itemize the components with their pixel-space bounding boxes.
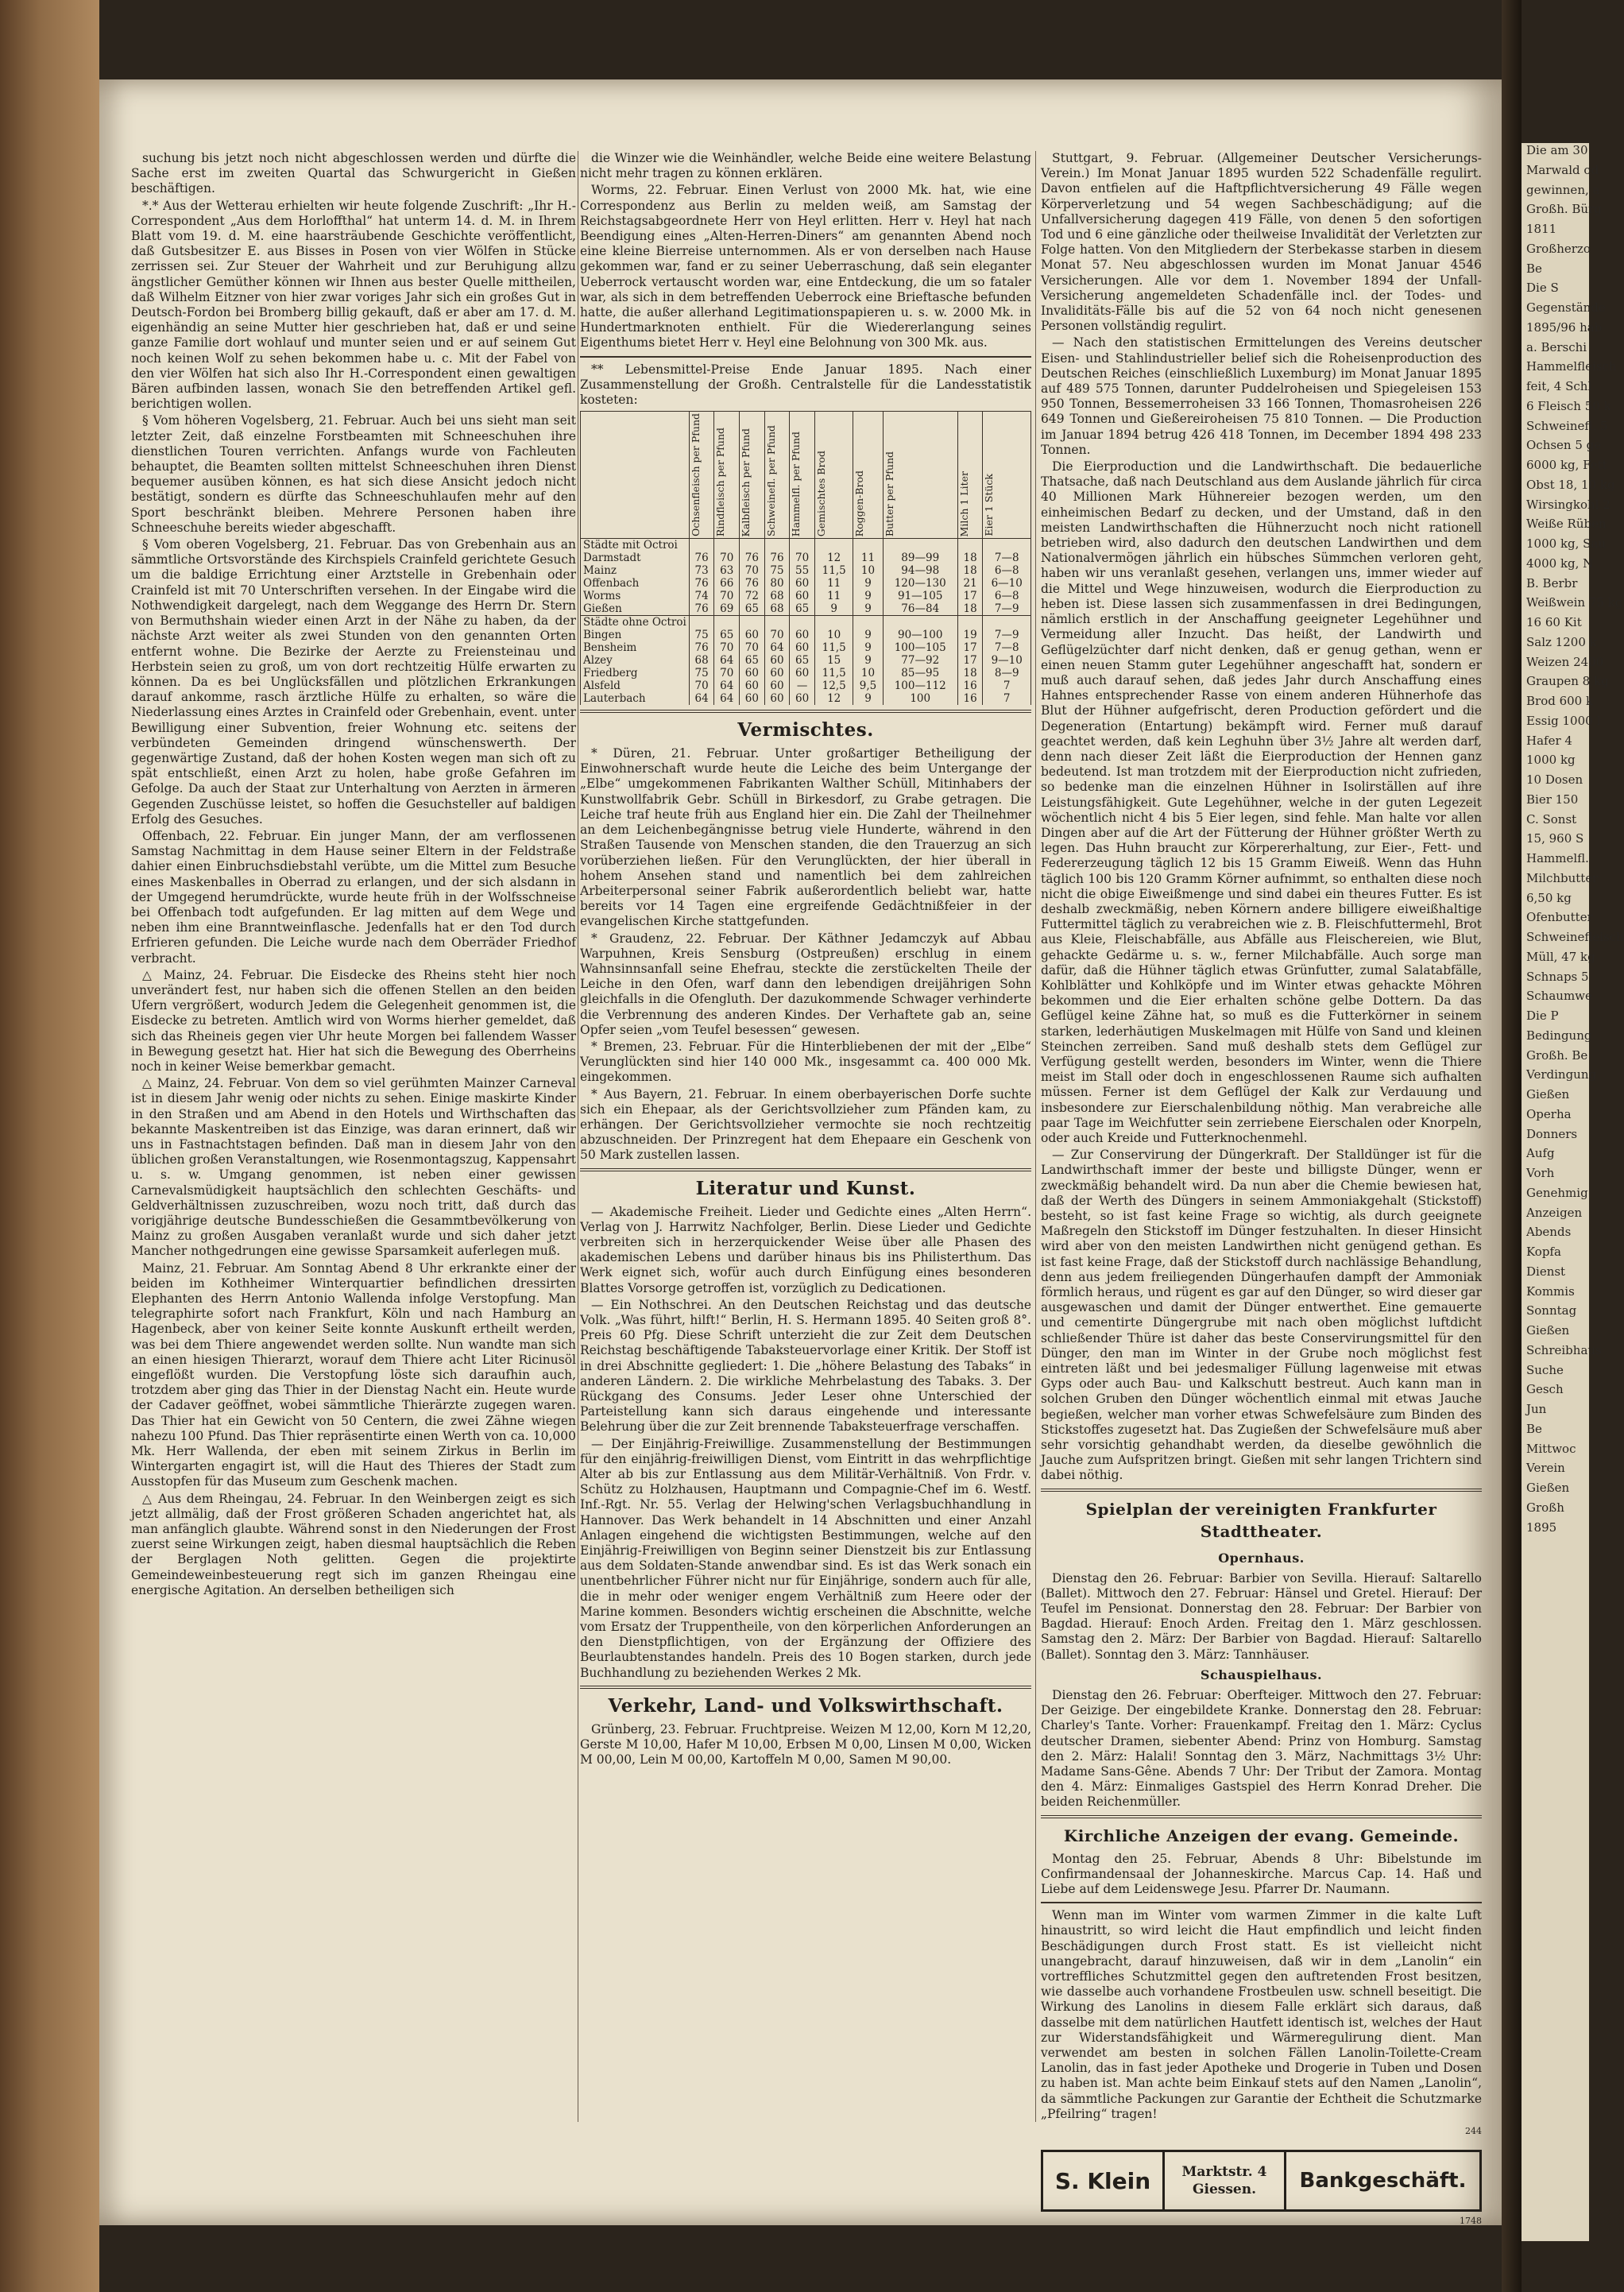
- table-cell: [689, 616, 714, 629]
- article-paragraph: *.* Aus der Wetterau erhielten wir heute folgende Zuschrift: „Ihr H.-Correspondent „Aus dem Horloffthal“ hat unterm 14. d. M. in Ihrem Blatt vom 19. d. M. eine haarsträubende Geschichte veröffentlicht, daß Gutsbesitzer E. aus Bisses in Posen von vier Wölfen in Stücke zerrissen sei. Zur Steuer der Wahrheit und zur Beruhigung allzu ängstlicher Gemüther können wir Ihnen aus bester Quelle mittheilen, daß Wilhelm Eitzner von hier zwar voriges Jahr sich ein großes Gut in Deutsch-Fordon bei Bromberg billig gekauft, daß er aber am 17. d. M. eigenhändig an seine Mutter hier geschrieben hat, daß er und seine ganze Familie dort wohlauf und munter seien und er auf seinem Gut noch keinen Wolf zu sehen bekommen habe u. c. Mit der Fabel von den vier Wölfen hat sich also Ihr H.-Correspondent einen gewaltigen Bären aufbinden lassen, wonach Sie den betreffenden Artikel gefl. berichtigen wollen.: [131, 198, 576, 412]
- article-paragraph: * Aus Bayern, 21. Februar. In einem oberbayerischen Dorfe suchte sich ein Ehepaar, als der Gerichtsvollzieher zum Pfänden kam, zu erhängen. Der Gerichtsvollzieher vermochte sie noch rechtzeitig abzuschneiden. Der Prinzregent hat dem Ehepaare ein Geschenk von 50 Mark zustellen lassen.: [580, 1086, 1031, 1163]
- adjacent-page-text: Essig 1000 l: [1526, 713, 1601, 728]
- ad-city: Giessen.: [1192, 2182, 1257, 2198]
- advertisement-s-klein: [1041, 2150, 1482, 2212]
- table-row: [581, 641, 1031, 654]
- adjacent-page-text: Schnaps 5: [1526, 969, 1589, 984]
- adjacent-page-text: Be: [1526, 261, 1542, 276]
- table-cell: 11: [853, 552, 883, 564]
- adjacent-page-text: Verein: [1526, 1461, 1565, 1476]
- table-cell: 9,5: [853, 679, 883, 692]
- table-cell: [790, 616, 815, 629]
- adjacent-page-text: Hammelfleisch: [1526, 359, 1617, 374]
- table-header-city: [581, 412, 690, 539]
- table-row: [581, 679, 1031, 692]
- table-cell: 120—130: [883, 577, 957, 590]
- adjacent-page-text: Kopfa: [1526, 1245, 1561, 1259]
- adjacent-page-text: Marwald od: [1526, 162, 1599, 177]
- adjacent-page-text: Donners: [1526, 1126, 1578, 1141]
- table-cell: 91—105: [883, 590, 957, 602]
- article-paragraph: — Nach den statistischen Ermittelungen des Vereins deutscher Eisen- und Stahlindustrieller belief sich die Roheisenproduction des Deutschen Reiches (einschließlich Luxemburg) im Monat Januar 1895 auf 489 575 Tonnen, darunter Puddelroheisen und Spiegeleisen 153 950 Tonnen, Bessemerroheisen 33 166 Tonnen, Thomasroheisen 226 649 Tonnen und Gießereiroheisen 75 810 Tonnen. — Die Production im Januar 1894 betrug 426 418 Tonnen, im December 1894 498 233 Tonnen.: [1041, 335, 1482, 457]
- table-header: Eier 1 Stück: [983, 412, 1031, 539]
- table-cell: 8—9: [983, 667, 1031, 679]
- article-paragraph: * Bremen, 23. Februar. Für die Hinterbliebenen der mit der „Elbe“ Verunglückten sind hier 140 000 Mk., insgesammt ca. 400 000 Mk. eingekommen.: [580, 1039, 1031, 1085]
- table-cell: 7—9: [983, 629, 1031, 641]
- adjacent-page-text: 1811: [1526, 222, 1557, 236]
- table-cell: 74: [689, 590, 714, 602]
- table-section-row: [581, 539, 1031, 552]
- adjacent-page-text: gewinnen, a: [1526, 182, 1600, 197]
- table-cell: [764, 539, 790, 552]
- table-cell: 70: [740, 564, 765, 577]
- table-cell: 12,5: [814, 679, 853, 692]
- table-cell: 76—84: [883, 602, 957, 616]
- adjacent-page-text: 6 Fleisch 50 k: [1526, 398, 1611, 413]
- table-cell: 6—8: [983, 590, 1031, 602]
- table-cell: 64: [714, 654, 740, 667]
- article-paragraph: Die Eierproduction und die Landwirthschaft. Die bedauerliche Thatsache, daß nach Deutschland aus dem Auslande jährlich für circa 40 Millionen Mark Hühnereier bezogen werden, um den einheimischen Bedarf zu decken, und der Umstand, daß in den meisten Landwirthschaften die Hühnerzucht noch nicht rationell betrieben wird, also dadurch den deutschen Landwirthen und dem Nationalvermögen jährlich ein hübsches Sümmchen verloren geht, haben wir uns veranlaßt gesehen, verlangen uns, immer wieder auf die Mittel und Wege hinzuweisen, wodurch die Eierproduction zu heben ist. Diese lassen sich zusammenfassen in drei Bedingungen, nämlich erstlich in der Anschaffung geeigneter Legehühner und Vermeidung aller Inzucht. Das heißt, der Landwirth und Geflügelzüchter darf nicht denken, daß er genug gethan, wenn er einen neuen Stamm guter Legehühner angeschafft hat, sondern er muß auch darauf sehen, daß jedes Jahr durch Anschaffung eines Hahnes entsprechender Rasse von einem anderen Hühnerhofe das Blut der Hühner aufgefrischt, deren Production gefördert und die Degeneration (Entartung) bekämpft wird. Ferner muß darauf geachtet werden, daß kein Leghuhn über 3½ Jahre alt werden darf, denn nach dieser Zeit läßt die Eierproduction der Hennen ganz bedeutend. Ist man trotzdem mit der Eierproduction nicht zufrieden, so bedenke man die einzelnen Hühner in Isolirställen auf ihre Leistungsfähigkeit. Gute Legehühner, welche in der guten Legezeit wöchentlich nicht 4 bis 5 Eier legen, sind fehle. Man halte vor allen Dingen aber auf die Art der Fütterung der Hühner größter Werth zu legen. Das Huhn braucht zur Körpererhaltung, zur Eier-, Fett- und Federerzeugung täglich 12 bis 15 Gramm Eiweiß. Wenn das Huhn täglich 100 bis 120 Gramm Körner aufnimmt, so enthalten diese noch nicht die obige Eiweißmenge und sind dabei ein theures Futter. Es ist deshalb zweckmäßig, neben Körnern andere billigere eiweißhaltige Futtermittel täglich zu verabreichen wie z. B. Fleischfuttermehl, Brot aus Kleie, Fleischabfälle, aus Abfälle aus Fleischereien, wie Blut, gehackte Gedärme u. s. w., ferner Milchabfälle. Auch sorge man dafür, daß die Hühner täglich etwas Grünfutter, zumal Salatabfälle, Kohlblätter und Kohlköpfe und im Winter etwas gehackte Möhren bekommen und die Eier erhalten schöne gelbe Dottern. Da das Geflügel keine Zähne hat, so muß es die Futterkörner in seinem starken, lederhäutigen Muskelmagen mit Hülfe von Sand und kleinen Steinchen zerreiben. Sand muß deshalb stets dem Geflügel zur Verfügung gestellt werden, besonders im Winter, wenn die Thiere meist im Stall oder doch in engeschlossenen Raume sich aufhalten müssen. Ferner ist dem Geflügel der Kalk zur Verdauung und insbesondere zur Eierschalenbildung nöthig. Man verabreiche alle paar Tage im Weichfutter sein zerriebene Eierschalen oder Knorpeln, oder auch Kreide und Futterknochenmehl.: [1041, 459, 1482, 1145]
- table-header: Hammelfl. per Pfund: [790, 412, 815, 539]
- table-cell: 7—8: [983, 641, 1031, 654]
- table-cell: 7—9: [983, 602, 1031, 616]
- adjacent-page-text: Gießen: [1526, 1323, 1570, 1338]
- table-cell: 76: [689, 602, 714, 616]
- table-cell: 60: [764, 667, 790, 679]
- table-cell: 19: [957, 629, 983, 641]
- table-cell: 76: [689, 641, 714, 654]
- adjacent-page-text: Graupen 8 kg: [1526, 674, 1609, 689]
- adjacent-page-text: Aufg: [1526, 1146, 1555, 1161]
- table-cell: 76: [740, 577, 765, 590]
- adjacent-page-text: Schaumwe: [1526, 989, 1592, 1004]
- table-cell: 75: [689, 667, 714, 679]
- table-cell: [814, 539, 853, 552]
- article-paragraph: Dienstag den 26. Februar: Barbier von Sevilla. Hierauf: Saltarello (Ballet). Mittwoch den 27. Februar: Hänsel und Gretel. Hierauf: Der Teufel im Pensionat. Donnerstag den 28. Februar: Der Barbier von Bagdad. Hierauf: Enoch Arden. Freitag den 1. März geschlossen. Samstag den 2. März: Der Barbier von Bagdad. Hierauf: Saltarello (Ballet). Sonntag den 3. März: Tannhäuser.: [1041, 1570, 1482, 1662]
- article-paragraph: — Akademische Freiheit. Lieder und Gedichte eines „Alten Herrn“. Verlag von J. Harrwitz Nachfolger, Berlin. Diese Lieder und Gedichte verbreiten sich in herzerquickender Weise über alle Phasen des akademischen Lebens und darüber hinaus bis ins Philisterthum. Das Werk eignet sich, wofür auch durch Einfügung eines besonderen Blattes Vorsorge getroffen ist, vorzüglich zu Dedicationen.: [580, 1204, 1031, 1295]
- table-cell: 68: [764, 602, 790, 616]
- table-cell: 66: [714, 577, 740, 590]
- table-cell: 70: [689, 679, 714, 692]
- table-cell: 17: [957, 654, 983, 667]
- adjacent-page-text: Ochsen 5 ge: [1526, 438, 1602, 453]
- table-cell: 16: [957, 692, 983, 705]
- table-cell: 64: [714, 679, 740, 692]
- article-paragraph: △ Aus dem Rheingau, 24. Februar. In den Weinbergen zeigt es sich jetzt allmälig, daß der Frost größeren Schaden angerichtet hat, als man anfänglich glaubte. Während sonst in den Niederungen der Frost zuerst seine Wirkungen zeigt, haben diesmal hauptsächlich die Reben der Berglagen Noth gelitten. Gegen die projektirte Gemeindeweinbesteuerung regt sich im ganzen Rheingau eine energische Agitation. An derselben betheiligen sich: [131, 1491, 576, 1597]
- adjacent-page-text: 10 Dosen: [1526, 772, 1583, 787]
- table-cell: 60: [740, 679, 765, 692]
- adjacent-page-text: Mittwoc: [1526, 1441, 1576, 1456]
- table-cell-city: Offenbach: [581, 577, 690, 590]
- section-heading-verkehr: Verkehr, Land- und Volkswirthschaft.: [608, 1694, 1003, 1717]
- table-cell: 60: [764, 654, 790, 667]
- section-rule: [1041, 1902, 1482, 1903]
- table-cell: [714, 539, 740, 552]
- table-cell: 60: [790, 692, 815, 705]
- table-cell: 60: [790, 590, 815, 602]
- table-cell: [957, 616, 983, 629]
- table-header: Ochsenfleisch per Pfund: [689, 412, 714, 539]
- table-section-label: Städte mit Octroi: [581, 539, 690, 552]
- table-cell: [740, 616, 765, 629]
- section-rule: [580, 1686, 1031, 1689]
- table-cell: 10: [853, 667, 883, 679]
- adjacent-page-text: Jun: [1526, 1402, 1547, 1416]
- adjacent-page-text: Dienst: [1526, 1264, 1566, 1279]
- table-cell: 94—98: [883, 564, 957, 577]
- article-paragraph: § Vom höheren Vogelsberg, 21. Februar. Auch bei uns sieht man seit letzter Zeit, daß einzelne Forstbeamten mit Schneeschuhen ihre dienstlichen Touren verrichten. Anfangs wurde von Fachleuten behauptet, die Beamten sollten mittelst Schneeschuhen ihren Dienst bequemer ausüben können, es hat sich diese Ansicht jedoch nicht bestätigt, sondern es dürfte das Schneeschuhlaufen mehr auf den Sport beschränkt bleiben. Mehrere Personen haben ihre Schneeschuhe bereits wieder abgeschafft.: [131, 413, 576, 535]
- adjacent-page-text: Hammelfl.: [1526, 851, 1589, 865]
- adjacent-page-text: Gegenstände: [1526, 300, 1606, 315]
- table-cell: 60: [764, 692, 790, 705]
- table-cell-city: Bingen: [581, 629, 690, 641]
- table-cell: 70: [714, 552, 740, 564]
- table-cell: 89—99: [883, 552, 957, 564]
- adjacent-page-text: Ofenbutter: [1526, 910, 1593, 925]
- table-section-row: [581, 616, 1031, 629]
- section-rule: [580, 356, 1031, 358]
- table-cell: 65: [740, 654, 765, 667]
- article-paragraph: § Vom oberen Vogelsberg, 21. Februar. Das von Grebenhain aus an sämmtliche Ortsvorstände des Kirchspiels Crainfeld gerichtete Gesuch um die baldige Errichtung einer Arztstelle in Grebenhain oder Crainfeld ist mit 70 Unterschriften versehen. In der Eingabe wird die Nothwendigkeit dargelegt, nach dem Weggange des Herrn Dr. Stern von Bermuthshain wieder einen Arzt in der Nähe zu haben, da der nächste Arzt weiter als zwei Stunden von den genannten Orten entfernt wohne. Die Bezirke der Aerzte zu Freiensteinau und Herbstein seien zu groß, um von dort rechtzeitig Hülfe erwarten zu können. Da es bei Unglücksfällen und plötzlichen Erkrankungen darauf ankomme, rasch ärztliche Hülfe zu erhalten, so wäre die Niederlassung eines Arztes in Crainfeld oder Grebenhain, event. unter Bewilligung einer Subvention, freier Wohnung etc. seitens der verbündeten Gemeinden dringend wünschenswerth. Der gegenwärtige Zustand, daß der hohen Kosten wegen man sich oft zu spät entschließt, einen Arzt zu holen, habe große Gefahren im Gefolge. Da auch der Staat zur Unterhaltung von Aerzten in ärmeren Gegenden Zuschüsse leistet, so hoffen die Gesuchsteller auf baldigen Erfolg des Gesuches.: [131, 537, 576, 827]
- table-header: Rindfleisch per Pfund: [714, 412, 740, 539]
- table-cell: 17: [957, 590, 983, 602]
- table-cell: 55: [790, 564, 815, 577]
- table-cell: 7: [983, 692, 1031, 705]
- table-header: Roggen-Brod: [853, 412, 883, 539]
- table-cell: 72: [740, 590, 765, 602]
- table-cell-city: Darmstadt: [581, 552, 690, 564]
- adjacent-page-text: Müll, 47 kg: [1526, 949, 1595, 964]
- adjacent-page-text: Großherzo: [1526, 241, 1591, 256]
- food-price-table: [580, 411, 1031, 705]
- adjacent-page-text: Verdingung: [1526, 1067, 1597, 1082]
- book-gutter: [1502, 0, 1522, 2292]
- table-row: [581, 629, 1031, 641]
- table-cell: 68: [689, 654, 714, 667]
- table-cell: 65: [740, 602, 765, 616]
- adjacent-page-text: 1895/96 hab: [1526, 319, 1603, 335]
- table-cell: 17: [957, 641, 983, 654]
- table-cell: 70: [714, 667, 740, 679]
- adjacent-page-text: Milchbutter: [1526, 870, 1599, 885]
- table-cell: 11,5: [814, 641, 853, 654]
- table-cell: 9: [853, 590, 883, 602]
- adjacent-page-text: 15, 960 S: [1526, 831, 1584, 846]
- adjacent-page-text: Weißwein 75 kg: [1526, 595, 1623, 610]
- table-cell: —: [790, 679, 815, 692]
- table-cell: 60: [740, 667, 765, 679]
- adjacent-page-text: 1000 kg, Sau: [1526, 536, 1607, 551]
- adjacent-page-text: Großh: [1526, 1500, 1564, 1515]
- table-cell: 16: [957, 679, 983, 692]
- table-cell: 6—8: [983, 564, 1031, 577]
- table-cell: [740, 539, 765, 552]
- table-cell: 65: [714, 629, 740, 641]
- adjacent-page-text: Obst 18, 10 kg: [1526, 477, 1615, 492]
- table-cell: 9—10: [983, 654, 1031, 667]
- adjacent-page-text: Suche: [1526, 1362, 1564, 1377]
- table-section-label: Städte ohne Octroi: [581, 616, 690, 629]
- table-cell: 85—95: [883, 667, 957, 679]
- table-cell: 63: [714, 564, 740, 577]
- table-cell: 76: [764, 552, 790, 564]
- adjacent-page-text: Wirsingkohl 2: [1526, 497, 1610, 512]
- table-header: Kalbfleisch per Pfund: [740, 412, 765, 539]
- table-row: [581, 552, 1031, 564]
- table-row: [581, 692, 1031, 705]
- lanolin-notice: Wenn man im Winter vom warmen Zimmer in die kalte Luft hinaustritt, so wird leicht die Haut empfindlich und leicht finden Beschädigungen durch Frost statt. Es ist vielleicht nicht unangebracht, darauf hinzuweisen, daß wir in dem „Lanolin“ ein vortreffliches Schutzmittel gegen den auftretenden Frost besitzen, wie dasselbe auch vorhandene Frostbeulen usw. schnell beseitigt. Die Wirkung des Lanolins in diesem Falle erklärt sich daraus, daß dasselbe mit dem natürlichen Hautfett identisch ist, welches der Haut zur Widerstandsfähigkeit und Wärmeregulirung dient. Man verwendet am besten in solchen Fällen Lanolin-Toilette-Cream Lanolin, das in fast jeder Apotheke und Drogerie in Tuben und Dosen zu haben ist. Man achte beim Einkauf stets auf den Namen „Lanolin“, da sämmtliche Packungen zur Garantie der Echtheit die Schutzmarke „Pfeilring“ tragen!: [1041, 1908, 1482, 2121]
- article-paragraph: Grünberg, 23. Februar. Fruchtpreise. Weizen M 12,00, Korn M 12,20, Gerste M 10,00, Hafer M 10,00, Erbsen M 0,00, Linsen M 0,00, Wicken M 00,00, Lein M 00,00, Kartoffeln M 0,00, Samen M 90,00.: [580, 1721, 1031, 1767]
- column-3: [1041, 151, 1482, 2228]
- table-cell: 12: [814, 692, 853, 705]
- table-cell: 21: [957, 577, 983, 590]
- adjacent-page-text: Schweinefl. 5: [1526, 418, 1608, 433]
- table-cell: 80: [764, 577, 790, 590]
- table-cell-city: Bensheim: [581, 641, 690, 654]
- table-cell: [814, 616, 853, 629]
- adjacent-page-text: 6000 kg, Fett: [1526, 458, 1607, 472]
- table-cell: [983, 616, 1031, 629]
- article-paragraph: — Zur Conservirung der Düngerkraft. Der Stalldünger ist für die Landwirthschaft immer der beste und billigste Dünger, wenn er zweckmäßig behandelt wird. Da nun aber die Chemie bewiesen hat, daß der Werth des Düngers in seinem Ammoniakgehalt (Stickstoff) besteht, so ist fast keine Frage so wichtig, als durch geeignete Maßregeln den Stickstoff im Dünger festzuhalten. In dieser Hinsicht wird aber von den meisten Landwirthen nicht genügend gethan. Es ist fast keine Frage, daß der Stickstoff durch nachlässige Behandlung, denn aus jedem freiliegenden Düngerhaufen dampft der Ammoniak förmlich heraus, und rügent es gar auf den Dünger, so wird dieser gar ausgewaschen und damit der Dünger entwerthet. Eine gemauerte und cementirte Düngergrube mit nach oben möglichst luftdicht schließender Thüre ist daher das beste Conservirungsmittel für den Dünger, den man im Winter in der Grube noch möglichst fest eintreten läßt und bei jedesmaliger Füllung lagenweise mit etwas Gyps oder auch Bau- und Kalkschutt bestreut. Auch kann man in solchen Gruben den Dünger wöchentlich einmal mit etwas Jauche begießen, welcher man vorher etwas Schwefelsäure zum Binden des Stickstoffes zugesetzt hat. Das Zugießen der Schwefelsäure muß aber sehr vorsichtig gehandhabt werden, da dieselbe gewöhnlich die Jauche zum Aufspritzen bringt. Gießen mit sehr langen Trichtern sind dabei nöthig.: [1041, 1148, 1482, 1483]
- table-cell: 10: [853, 564, 883, 577]
- adjacent-page-text: Vorh: [1526, 1166, 1555, 1180]
- adjacent-page-text: Die am 30: [1526, 143, 1588, 157]
- table-cell: 9: [814, 602, 853, 616]
- ad-address: [1165, 2152, 1286, 2209]
- table-cell: 100—112: [883, 679, 957, 692]
- table-cell: 68: [764, 590, 790, 602]
- table-row: [581, 654, 1031, 667]
- table-row: [581, 577, 1031, 590]
- table-header: Milch 1 Liter: [957, 412, 983, 539]
- adjacent-page-text: Genehmig: [1526, 1185, 1588, 1200]
- table-cell: [853, 539, 883, 552]
- table-cell: 12: [814, 552, 853, 564]
- table-cell: 70: [790, 552, 815, 564]
- adjacent-page-text: Salz 1200 k: [1526, 634, 1597, 649]
- adjacent-page-text: Die P: [1526, 1009, 1559, 1023]
- column-divider: [1035, 151, 1036, 2122]
- article-paragraph: Dienstag den 26. Februar: Oberfteiger. Mittwoch den 27. Februar: Der Geizige. Der eingebildete Kranke. Donnerstag den 28. Februar: Charley's Tante. Vorher: Frauenkampf. Freitag den 1. März: Cyclus deutscher Dramen, siebenter Abend: Prinz von Homburg. Samstag den 2. März: Halali! Sonntag den 3. März, Nachmittags 3½ Uhr: Madame Sans-Gêne. Abends 7 Uhr: Der Tribut der Zamora. Montag den 4. März: Einmaliges Gastspiel des Herrn Konrad Dreher. Die beiden Reichenmüller.: [1041, 1687, 1482, 1810]
- table-cell-city: Alzey: [581, 654, 690, 667]
- table-cell: 18: [957, 602, 983, 616]
- table-cell: 15: [814, 654, 853, 667]
- adjacent-page-text: Schreibhaus: [1526, 1342, 1602, 1357]
- table-cell-city: Friedberg: [581, 667, 690, 679]
- table-cell: 18: [957, 552, 983, 564]
- article-paragraph: * Graudenz, 22. Februar. Der Käthner Jedamczyk auf Abbau Warpuhnen, Kreis Sensburg (Ostpreußen) erschlug in einem Wahnsinnsanfall seine Ehefrau, steckte die zerstückelten Theile der Leiche in den Ofen, warf dann den lebendigen dreijährigen Sohn gleichfalls in die Ofengluth. Der dazukommende Schwager verhinderte die Verbrennung des anderen Kindes. Der Verhaftete gab an, seine Opfer seien „vom Teufel besessen“ gewesen.: [580, 931, 1031, 1037]
- adjacent-page-text: Bier 150: [1526, 792, 1579, 807]
- adjacent-page-text: feit, 4 Schl: [1526, 379, 1592, 393]
- table-cell: 100—105: [883, 641, 957, 654]
- table-cell: 60: [764, 679, 790, 692]
- adjacent-page-text: Die S: [1526, 281, 1559, 296]
- table-cell: [883, 539, 957, 552]
- article-paragraph: Offenbach, 22. Februar. Ein junger Mann, der am verflossenen Samstag Nachmittag in dem Hause seiner Eltern in der Feldstraße dahier einen Einbruchsdiebstahl verübte, um die Mittel zum Besuche eines Maskenballes in Oberrad zu erlangen, und der sich alsdann in der Umgegend herumdrückte, wurde heute früh in der Wolfsschneise bei Offenbach todt aufgefunden. Er lag mitten auf dem Wege und neben ihm eine Branntweinflasche. Jedenfalls hat er den Tod durch Erfrieren gefunden. Die Leiche wurde nach dem Oberräder Friedhof verbracht.: [131, 828, 576, 966]
- article-paragraph: Montag den 25. Februar, Abends 8 Uhr: Bibelstunde im Confirmandensaal der Johanneskirche. Marcus Cap. 14. Haß und Liebe auf dem Leidenswege Jesu. Pfarrer Dr. Naumann.: [1041, 1851, 1482, 1896]
- table-cell-city: Gießen: [581, 602, 690, 616]
- table-cell: 70: [714, 590, 740, 602]
- table-cell: 65: [790, 654, 815, 667]
- section-rule: [1041, 1815, 1482, 1818]
- table-cell-city: Worms: [581, 590, 690, 602]
- adjacent-page-text: Sonntag: [1526, 1303, 1577, 1318]
- article-paragraph: Stuttgart, 9. Februar. (Allgemeiner Deutscher Versicherungs-Verein.) Im Monat Januar 1895 wurden 522 Schadenfälle regulirt. Davon entfielen auf die Haftpflichtversicherung 49 Fälle wegen Körperverletzung und 54 wegen Sachbeschädigung; auf die Unfallversicherung dagegen 419 Fälle, von denen 5 den sofortigen Tod und 6 eine gänzliche oder theilweise Invalidität der Verletzten zur Folge hatten. Von den Mitgliedern der Sterbekasse starben in diesem Monat 57. Neu abgeschlossen wurden im Monat Januar 4546 Versicherungen. Alle vor dem 1. November 1894 der Unfall-Versicherung angemeldeten Schadenfälle incl. der Todes- und Invaliditäts-Fälle bis auf die 52 von 64 noch nicht genesenen Personen vollständig regulirt.: [1041, 151, 1482, 334]
- adjacent-page-text: B. Berbr: [1526, 575, 1578, 590]
- adjacent-page-text: Abends: [1526, 1225, 1572, 1240]
- adjacent-page-text: 1895: [1526, 1520, 1557, 1535]
- table-cell: [714, 616, 740, 629]
- section-rule: [580, 710, 1031, 713]
- table-cell: 76: [740, 552, 765, 564]
- table-row: [581, 667, 1031, 679]
- adjacent-page-text: Anzeigen: [1526, 1205, 1583, 1220]
- table-cell: 100: [883, 692, 957, 705]
- table-cell-city: Lauterbach: [581, 692, 690, 705]
- section-heading-theater: Spielplan der vereinigten Frankfurter Stadttheater.: [1085, 1499, 1437, 1541]
- table-cell: [764, 616, 790, 629]
- adjacent-page-text: a. Berschi: [1526, 339, 1587, 354]
- table-header: Schweinefl. per Pfund: [764, 412, 790, 539]
- notice-number: 244: [1465, 2125, 1482, 2136]
- adjacent-page-text: 16 60 Kit: [1526, 615, 1582, 629]
- table-cell: 7—8: [983, 552, 1031, 564]
- table-cell: [689, 539, 714, 552]
- adjacent-page-text: Gießen: [1526, 1087, 1570, 1101]
- table-cell-city: Mainz: [581, 564, 690, 577]
- article-paragraph: — Der Einjährig-Freiwillige. Zusammenstellung der Bestimmungen für den einjährig-freiwilligen Dienst, vom Eintritt in das wehrpflichtige Alter ab bis zur Entlassung aus dem Militär-Verhältniß. Von Frdr. v. Schütz zu Holzhausen, Hauptmann und Compagnie-Chef im 6. Westf. Inf.-Rgt. Nr. 55. Verlag der Helwing'schen Verlagsbuchhandlung in Hannover. Das Werk behandelt in 14 Abschnitten und einer Anzahl Anlagen eingehend die wichtigsten Bestimmungen, welche auf den Einjährig-Freiwilligen von Beginn seiner Dienstzeit bis zur Entlassung aus dem Soldaten-Stande anwendbar sind. Es ist das Werk sonach ein unentbehrlicher Führer nicht nur für Einjährige, sondern auch für alle, die in mehr oder weniger engem Verhältniß zum Heere oder der Marine kommen. Besonders wichtig erscheinen die Abschnitte, welche vom Ersatz der Truppentheile, von den körperlichen Anforderungen an den Dienstpflichtigen, von der Ergänzung der Offiziere des Beurlaubtenstandes handeln. Preis des 10 Bogen starken, durch jede Buchhandlung zu beziehenden Werkes 2 Mk.: [580, 1436, 1031, 1680]
- price-intro: ** Lebensmittel-Preise Ende Januar 1895. Nach einer Zusammenstellung der Großh. Centralstelle für die Landesstatistik kosteten:: [580, 362, 1031, 408]
- adjacent-page-text: Be: [1526, 1421, 1542, 1436]
- article-paragraph: △ Mainz, 24. Februar. Von dem so viel gerühmten Mainzer Carneval ist in diesem Jahr wenig oder nichts zu sehen. Einige maskirte Kinder in den Straßen und am Abend in den Hotels und Wirthschaften das bekannte Maskentreiben ist das Einzige, was daran erinnert, daß wir uns in Fastnachtstagen befinden. Daß man in diesem Jahr von den üblichen großen Veranstaltungen, wie Rosenmontagszug, Kappensahrt u. s. w. Umgang genommen, ist neben einer gewissen Carnevalsmüdigkeit hauptsächlich den schlechten Geschäfts- und Geldverhältnissen zuzuschreiben, wozu noch tritt, daß durch das vorigjährige deutsche Bundesschießen die Gesammtbevölkerung von Mainz zu großen Ausgaben veranlaßt wurde und sich daher jetzt Mancher nothgedrungen eine gewisse Sparsamkeit auferlegen muß.: [131, 1076, 576, 1259]
- article-paragraph: Worms, 22. Februar. Einen Verlust von 2000 Mk. hat, wie eine Correspondenz aus Berlin zu melden weiß, am Samstag der Reichstagsabgeordnete Herr von Heyl erlitten. Herr v. Heyl hat nach Beendigung eines „Alten-Herren-Diners“ am genannten Abend noch eine kleine Bierreise unternommen. Als er von derselben nach Hause gekommen war, fand er zu seiner Ueberraschung, daß sein eleganter Ueberrock vertauscht worden war, eine Entdeckung, die um so fataler war, als sich in dem betreffenden Ueberrock eine Brieftasche befunden hatte, die außer allerhand Legitimationspapieren u. s. w. 2000 Mk. in Hundertmarknoten enthielt. Für die Wiedererlangung seines Eigenthums bietet Herr v. Heyl eine Belohnung von 300 Mk. aus.: [580, 183, 1031, 350]
- table-cell: 11,5: [814, 564, 853, 577]
- table-cell: [957, 539, 983, 552]
- section-rule: [580, 1168, 1031, 1171]
- table-cell: 76: [689, 577, 714, 590]
- table-cell: 69: [714, 602, 740, 616]
- newspaper-page: [99, 79, 1502, 2225]
- table-cell: [983, 539, 1031, 552]
- column-2: [580, 151, 1031, 1769]
- section-heading-kirchliche: Kirchliche Anzeigen der evang. Gemeinde.: [1063, 1825, 1460, 1845]
- adjacent-page-text: Großh. Be: [1526, 1047, 1588, 1063]
- table-cell: 70: [714, 641, 740, 654]
- table-cell: 90—100: [883, 629, 957, 641]
- table-cell: 9: [853, 641, 883, 654]
- adjacent-page-text: C. Sonst: [1526, 811, 1577, 827]
- table-cell: 9: [853, 654, 883, 667]
- adjacent-page-text: Bedingung: [1526, 1028, 1592, 1043]
- column-1: [131, 151, 576, 1600]
- table-cell: 18: [957, 667, 983, 679]
- article-paragraph: suchung bis jetzt noch nicht abgeschlossen werden und dürfte die Sache erst im zweiten Quartal das Schwurgericht in Gießen beschäftigen.: [131, 151, 576, 196]
- table-cell: 65: [790, 602, 815, 616]
- table-cell: 64: [714, 692, 740, 705]
- adjacent-page-text: Gesch: [1526, 1382, 1564, 1397]
- subheading-opernhaus: Opernhaus.: [1218, 1550, 1305, 1566]
- table-cell: 60: [740, 692, 765, 705]
- section-rule: [1041, 1489, 1482, 1492]
- adjacent-page-text: 4000 kg, N: [1526, 556, 1594, 571]
- table-cell: [853, 616, 883, 629]
- subheading-schauspielhaus: Schauspielhaus.: [1200, 1667, 1323, 1682]
- ad-name: S. Klein: [1043, 2152, 1165, 2209]
- table-cell: 18: [957, 564, 983, 577]
- table-cell: 11: [814, 577, 853, 590]
- book-binding-left: [0, 0, 99, 2292]
- table-cell: 75: [689, 629, 714, 641]
- table-cell: 60: [790, 667, 815, 679]
- table-cell: [883, 616, 957, 629]
- adjacent-page-text: 6,50 kg: [1526, 890, 1572, 905]
- table-cell: 9: [853, 692, 883, 705]
- table-cell: 64: [689, 692, 714, 705]
- adjacent-page-text: Operha: [1526, 1106, 1572, 1121]
- table-cell: 64: [764, 641, 790, 654]
- table-cell: 60: [790, 641, 815, 654]
- article-paragraph: Mainz, 21. Februar. Am Sonntag Abend 8 Uhr erkrankte einer der beiden im Kothheimer Winterquartier befindlichen dressirten Elephanten des Herrn Antonio Wallenda infolge Verstopfung. Man telegraphirte sofort nach Frankfurt, Köln und nach Hamburg an Hagenbeck, aber von keiner Seite konnte Auskunft ertheilt werden, was bei dem Thiere angewendet werden sollte. Nun wandte man sich an einen hiesigen Thierarzt, worauf dem Thiere acht Liter Ricinusöl eingeflößt wurden. Die Verstopfung löste sich daraufhin auch, trotzdem aber ging das Thier in der Dienstag Nacht ein. Heute wurde der Cadaver geöffnet, wobei sämmtliche Thierärzte zugegen waren. Das Thier hat ein Gewicht von 50 Centern, die zwei Zähne wiegen nahezu 100 Pfund. Das Thier repräsentirte einen Werth von ca. 10,000 Mk. Herr Wallenda, der eben mit seinem Zirkus in Berlin im Wintergarten engagirt ist, will die Haut des Thieres der Stadt zum Ausstopfen für das Museum zum Geschenk machen.: [131, 1260, 576, 1489]
- table-cell: 6—10: [983, 577, 1031, 590]
- table-cell: 70: [764, 629, 790, 641]
- table-row: [581, 602, 1031, 616]
- adjacent-page-text: Gießen: [1526, 1481, 1570, 1495]
- table-cell: 75: [764, 564, 790, 577]
- table-cell: 9: [853, 629, 883, 641]
- table-cell: 10: [814, 629, 853, 641]
- table-cell-city: Alsfeld: [581, 679, 690, 692]
- section-heading-vermischtes: Vermischtes.: [737, 719, 874, 741]
- adjacent-page-text: Schweinefleisch: [1526, 930, 1624, 944]
- table-cell: 60: [790, 629, 815, 641]
- adjacent-page-text: Weiße Rüben: [1526, 517, 1607, 532]
- table-cell: 70: [740, 641, 765, 654]
- adjacent-page-text: 1000 kg: [1526, 753, 1576, 768]
- table-header-row: [581, 412, 1031, 539]
- article-paragraph: * Düren, 21. Februar. Unter großartiger Betheiligung der Einwohnerschaft wurde heute die Leiche des beim Untergange der „Elbe“ umgekommenen Fabrikanten Walther Schüll, Mitinhabers der Kunstwollfabrik Gebr. Schüll in Birkesdorf, zu Grabe getragen. Die Leiche traf heute früh aus England hier ein. Die Zahl der Theilnehmer an dem Leichenbegängnisse betrug viele Hunderte, während in den Straßen Tausende von Menschen standen, die den Trauerzug an sich vorüberziehen ließen. Für den Verunglückten, der hier überall in hohem Ansehen stand und namentlich bei dem zahlreichen Arbeiterpersonal seiner Fabrik außerordentlich beliebt war, hatte bereits vor 14 Tagen eine ergreifende Gedächtnißfeier in der evangelischen Kirche stattgefunden.: [580, 746, 1031, 929]
- table-cell: 60: [740, 629, 765, 641]
- ad-business: Bankgeschäft.: [1299, 2168, 1467, 2193]
- section-heading-literatur: Literatur und Kunst.: [695, 1177, 916, 1199]
- table-cell: 11: [814, 590, 853, 602]
- table-cell: 9: [853, 602, 883, 616]
- table-cell: 73: [689, 564, 714, 577]
- adjacent-page-text: Hafer 4: [1526, 733, 1572, 748]
- adjacent-page-text: Brod 600 k: [1526, 694, 1594, 708]
- adjacent-page-text: Weizen 2400: [1526, 654, 1604, 669]
- article-paragraph: — Ein Nothschrei. An den Deutschen Reichstag und das deutsche Volk. „Was führt, hilft!“ Berlin, H. S. Hermann 1895. 40 Seiten groß 8°. Preis 60 Pfg. Diese Schrift unterzieht die zur Zeit dem Deutschen Reichstag beschäftigende Tabaksteuervorlage einer Kritik. Der Stoff ist in drei Abschnitte gegliedert: 1. Die „höhere Belastung des Tabaks“ in anderen Ländern. 2. Die wirkliche Mehrbelastung des Tabaks. 3. Der Rückgang des Consums. Jeder Leser ohne Unterschied der Parteistellung kann sich daraus eingehende und interessante Belehrung über die zur Zeit brennende Tabaksteuerfrage verschaffen.: [580, 1297, 1031, 1434]
- adjacent-page-text: Kommis: [1526, 1283, 1575, 1299]
- ad-code: 1748: [1460, 2216, 1482, 2227]
- table-cell: 76: [689, 552, 714, 564]
- table-row: [581, 564, 1031, 577]
- table-cell: 7: [983, 679, 1031, 692]
- table-cell: 60: [790, 577, 815, 590]
- table-row: [581, 590, 1031, 602]
- table-cell: 11,5: [814, 667, 853, 679]
- adjacent-page-text: Großh. Bürg: [1526, 202, 1602, 217]
- article-paragraph: die Winzer wie die Weinhändler, welche Beide eine weitere Belastung nicht mehr tragen zu können erklären.: [580, 151, 1031, 181]
- table-cell: 77—92: [883, 654, 957, 667]
- table-cell: 9: [853, 577, 883, 590]
- table-header: Gemischtes Brod: [814, 412, 853, 539]
- article-paragraph: △ Mainz, 24. Februar. Die Eisdecke des Rheins steht hier noch unverändert fest, nur haben sich die offenen Stellen an den beiden Ufern vergrößert, wodurch Jedem die Gelegenheit genommen ist, die Eisdecke zu betreten. Amtlich wird von Worms hierher gemeldet, daß sich das Rheineis gegen vier Uhr heute Morgen bei fallendem Wasser in Bewegung gesetzt hat. Hier hat sich die Bewegung des Oberrheins noch in keiner Weise bemerkbar gemacht.: [131, 967, 576, 1074]
- adjacent-page-fragment: [1522, 143, 1624, 2241]
- table-cell: [790, 539, 815, 552]
- table-header: Butter per Pfund: [883, 412, 957, 539]
- ad-street: Marktstr. 4: [1181, 2164, 1267, 2181]
